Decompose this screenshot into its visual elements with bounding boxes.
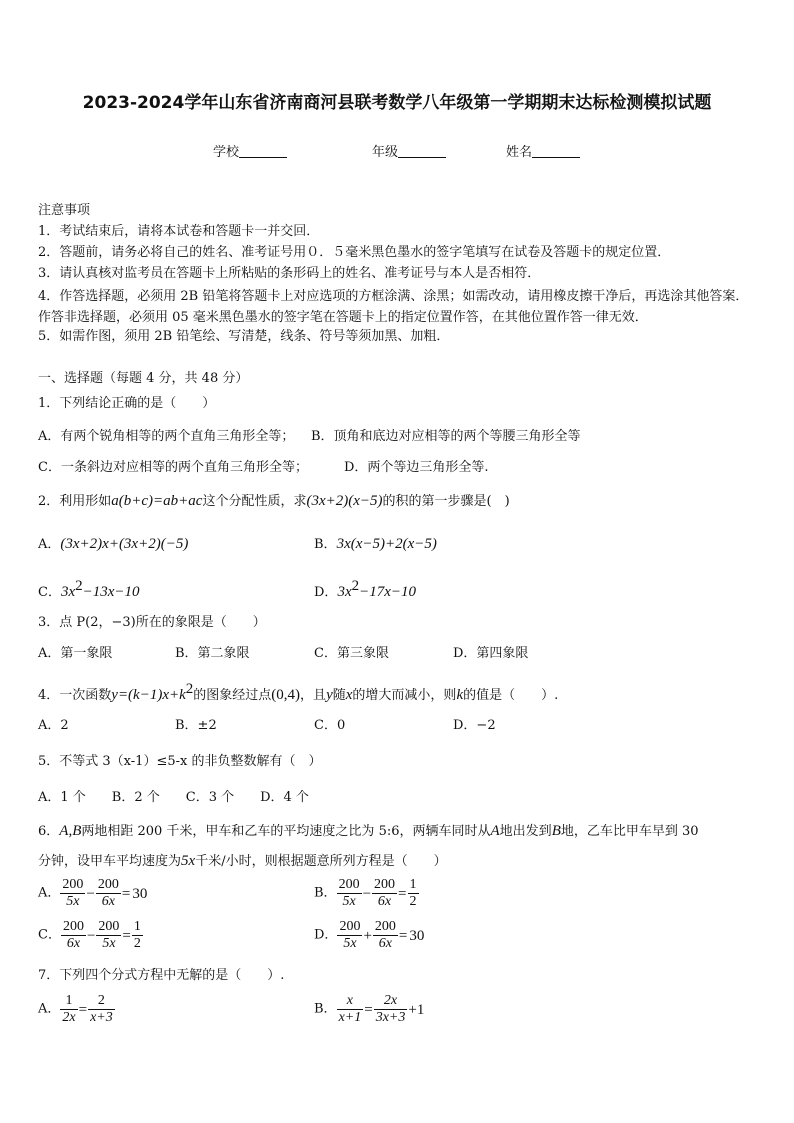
- q6-option-b: B． $\frac{200}{5x}$ − $\frac{200}{6x}$ = $\frac{1}{2}$: [314, 877, 417, 909]
- grade-blank: [398, 145, 446, 158]
- q4-option-a: A．2: [38, 718, 69, 733]
- notice-item-5: 5．如需作图，须用 2B 铅笔绘、写清楚，线条、符号等须加黑、加粗．: [38, 329, 450, 344]
- school-field: [213, 141, 287, 160]
- q5-stem: 5．不等式 3（x-1）≤5-x 的非负整数解有（ ）: [38, 754, 322, 769]
- name-field: [506, 141, 580, 160]
- q1-stem: 1．下列结论正确的是（ ）: [38, 396, 216, 411]
- q6-option-d: D． $\frac{200}{5x}$ + $\frac{200}{6x}$ = 30: [314, 919, 425, 951]
- q4-stem: 4．一次函数$y=(k-1)x+k^2$的图象经过点(0,4)，且y随x的增大而减小，则k的值是（ ）.: [38, 681, 559, 703]
- q3-option-a: A．第一象限: [38, 646, 113, 661]
- q1-option-b: B．顶角和底边对应相等的两个等腰三角形全等: [311, 429, 581, 444]
- page-title: 2023-2024学年山东省济南商河县联考数学八年级第一学期期末达标检测模拟试题: [82, 93, 712, 113]
- q3-stem: 3．点 P(2，−3)所在的象限是（ ）: [38, 615, 266, 630]
- notice-heading: 注意事项: [38, 203, 91, 218]
- grade-field: [372, 141, 446, 160]
- notice-item-4: 4．作答选择题，必须用 2B 铅笔将答题卡上对应选项的方框涂满、涂黑；如需改动，请用橡皮擦干净后，再选涂其他答案．作答非选择题，必须用 05 毫米黑色墨水的签字笔在答题卡上的指定位置作答，在其他位置作答一律无效．: [38, 289, 749, 325]
- q3-option-d: D．第四象限: [453, 646, 529, 661]
- q2-option-d: D．$3x^2-17x-10$: [314, 578, 417, 600]
- notice-item-2: 2．答题前，请务必将自己的姓名、准考证号用０．５毫米黑色墨水的签字笔填写在试卷及答题卡的规定位置．: [38, 245, 671, 260]
- q6-stem-line-2: 分钟，设甲车平均速度为5x千米/小时，则根据题意所列方程是（ ）: [38, 853, 447, 869]
- name-blank: [532, 145, 580, 158]
- q7-option-b: B． $\frac{x}{x+1}$ = $\frac{2x}{3x+3}$ +1: [314, 993, 425, 1025]
- q4-option-d: D．−2: [453, 718, 496, 733]
- school-label: 学校: [213, 145, 240, 160]
- q2-product-formula: (3x+2)(x−5): [306, 493, 383, 509]
- q3-option-c: C．第三象限: [314, 646, 389, 661]
- q4-option-c: C．0: [314, 718, 346, 733]
- section-heading: 一、选择题（每题 4 分，共 48 分）: [38, 371, 249, 386]
- notice-item-3: 3．请认真核对监考员在答题卡上所粘贴的条形码上的姓名、准考证号与本人是否相符．: [38, 266, 541, 281]
- q2-stem: 2．利用形如a(b+c)=ab+ac这个分配性质，求(3x+2)(x−5)的积的第一步骤是( ): [38, 493, 510, 509]
- q6-option-c: C． $\frac{200}{6x}$ − $\frac{200}{5x}$ = $\frac{1}{2}$: [38, 919, 141, 951]
- q7-stem: 7．下列四个分式方程中无解的是（ ）.: [38, 968, 285, 983]
- q4-option-b: B．±2: [175, 718, 217, 733]
- q1-option-d: D．两个等边三角形全等.: [344, 460, 489, 475]
- q3-option-b: B．第二象限: [175, 646, 250, 661]
- q6-option-a: A． $\frac{200}{5x}$ − $\frac{200}{6x}$ = 30: [38, 877, 148, 909]
- q1-option-c: C．一条斜边对应相等的两个直角三角形全等；: [38, 460, 308, 475]
- q2-distributive-formula: a(b+c)=ab+ac: [111, 493, 203, 509]
- q4-function-formula: y=(k−1)x+k: [111, 687, 186, 703]
- name-label: 姓名: [506, 145, 533, 160]
- q2-option-b: B．3x(x−5)+2(x−5): [314, 536, 437, 552]
- q2-option-a: A．(3x+2)x+(3x+2)(−5): [38, 536, 189, 552]
- grade-label: 年级: [372, 145, 399, 160]
- q1-option-a: A．有两个锐角相等的两个直角三角形全等；: [38, 429, 295, 444]
- q6-stem-line-1: 6．A,B两地相距 200 千米，甲车和乙车的平均速度之比为 5:6，两辆车同时从A地出发到B地，乙车比甲车早到 30: [38, 823, 699, 839]
- notice-item-1: 1．考试结束后，请将本试卷和答题卡一并交回．: [38, 224, 320, 239]
- q5-options: A．1 个 B．2 个 C．3 个 D．4 个: [38, 790, 309, 805]
- q2-option-c: C．$3x^2-13x-10$: [38, 578, 140, 600]
- school-blank: [239, 145, 287, 158]
- q7-option-a: A． $\frac{1}{2x}$ = $\frac{2}{x+3}$: [38, 993, 113, 1025]
